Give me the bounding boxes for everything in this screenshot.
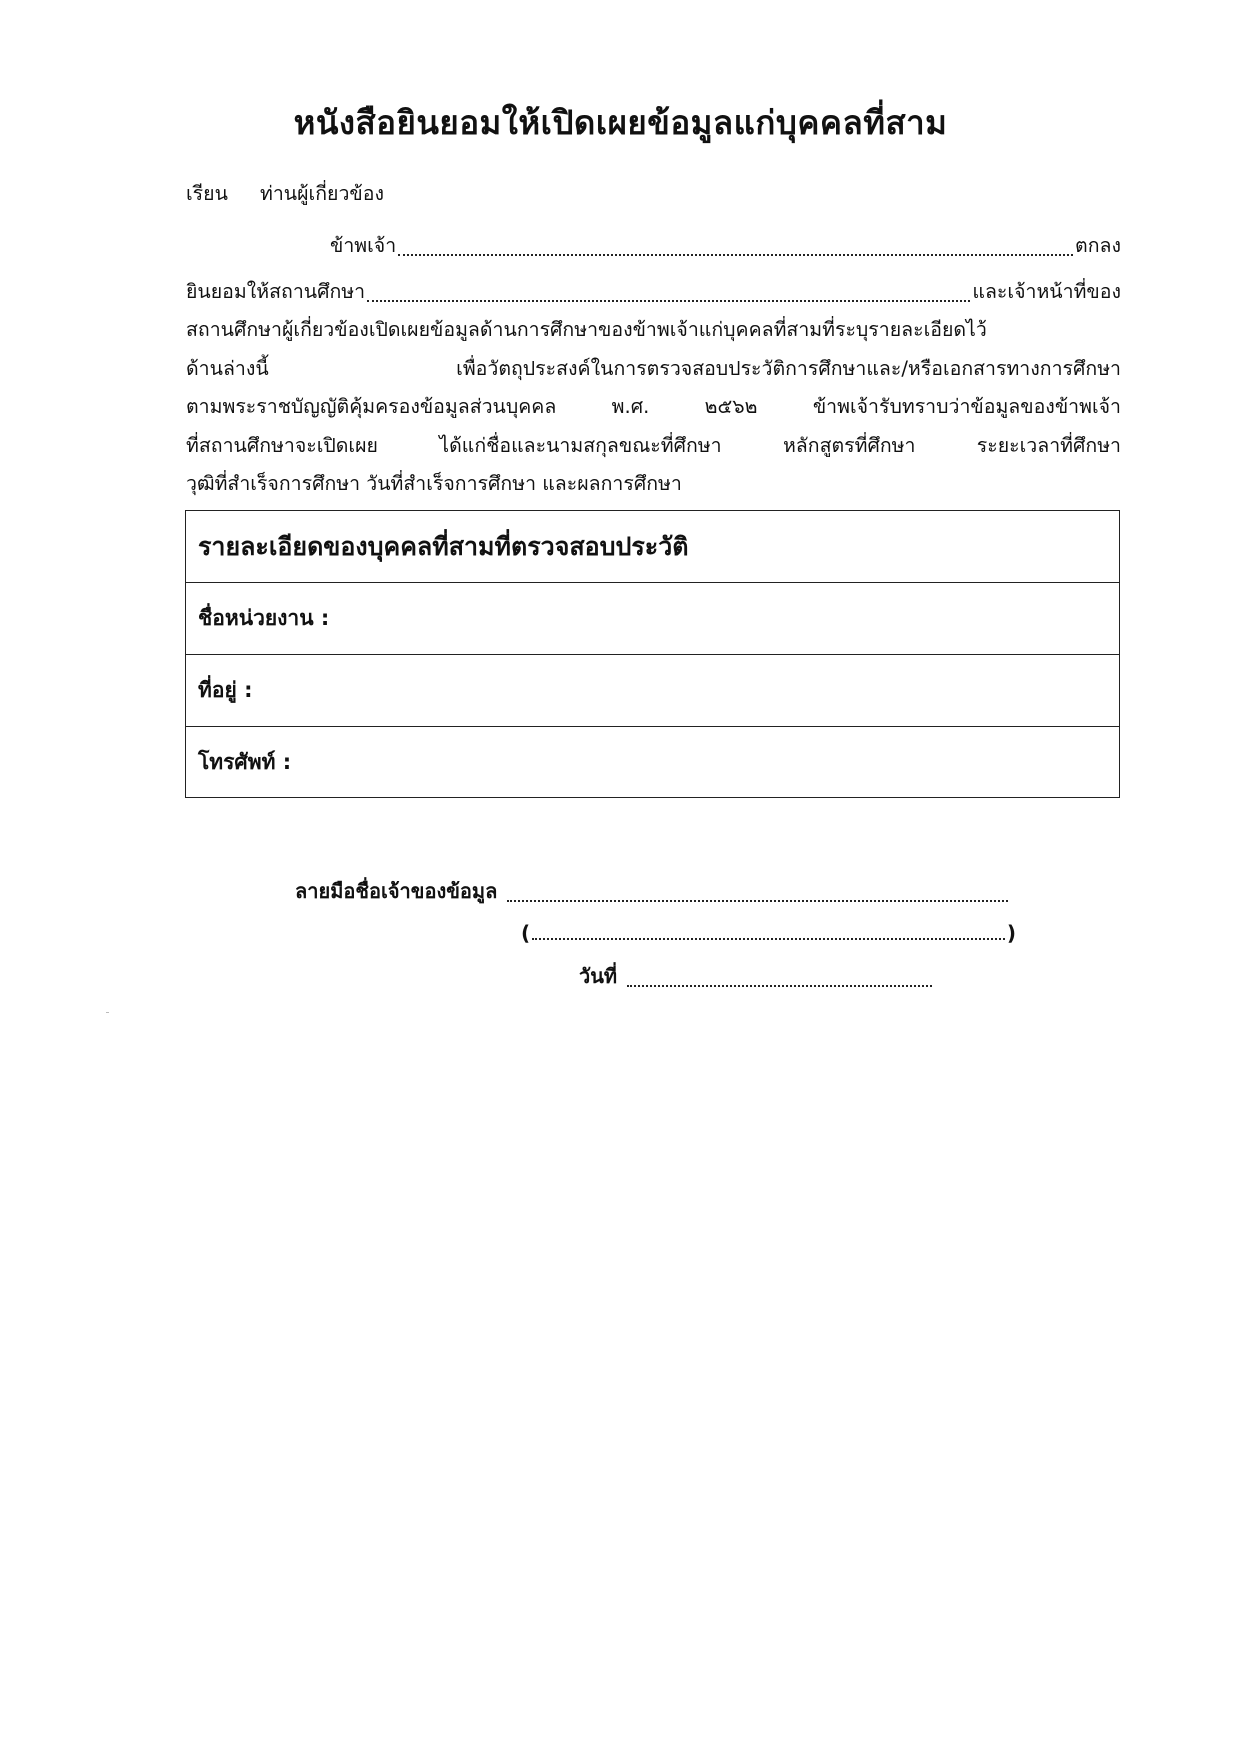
paragraph-line: ที่สถานศึกษาจะเปิดเผย ได้แก่ชื่อและนามสกุลขณะที่ศึกษา หลักสูตรที่ศึกษา ระยะเวลาที่ศึกษา xyxy=(186,433,1121,457)
phone-label: โทรศัพท์ : xyxy=(198,749,292,774)
consenter-name-line xyxy=(330,230,1121,261)
institution-label: ยินยอมให้สถานศึกษา xyxy=(186,280,366,303)
salutation-label: เรียน xyxy=(186,182,228,205)
signature-blank[interactable] xyxy=(507,899,1008,902)
signature-line xyxy=(295,875,1010,907)
paragraph-line: สถานศึกษาผู้เกี่ยวข้องเปิดเผยข้อมูลด้านการศึกษาของข้าพเจ้าแก่บุคคลที่สามที่ระบุรายละเอียดไว้ xyxy=(186,318,987,341)
document-title: หนังสือยินยอมให้เปิดเผยข้อมูลแก่บุคคลที่สาม xyxy=(293,103,948,142)
agency-name-label: ชื่อหน่วยงาน : xyxy=(198,606,330,630)
table-header: รายละเอียดของบุคคลที่สามที่ตรวจสอบประวัติ xyxy=(186,511,1119,583)
paragraph-line: ตามพระราชบัญญัติคุ้มครองข้อมูลส่วนบุคคล พ.ศ. ๒๕๖๒ ข้าพเจ้ารับทราบว่าข้อมูลของข้าพเจ้า xyxy=(186,395,1121,418)
salutation xyxy=(186,178,384,209)
close-paren: ) xyxy=(1006,921,1016,945)
printed-name-line xyxy=(521,921,1016,945)
paragraph-line: วุฒิที่สำเร็จการศึกษา วันที่สำเร็จการศึกษา และผลการศึกษา xyxy=(186,472,682,495)
consent-paragraph xyxy=(186,311,1121,504)
printed-name-blank[interactable] xyxy=(532,937,1005,940)
date-blank[interactable] xyxy=(627,984,932,987)
paragraph-line: ด้านล่างนี้ เพื่อวัตถุประสงค์ในการตรวจสอบประวัติการศึกษาและ/หรือเอกสารทางการศึกษา xyxy=(186,356,1121,380)
agency-name-field[interactable] xyxy=(186,583,1119,655)
consenter-name-blank[interactable] xyxy=(398,253,1073,256)
third-party-details-table xyxy=(185,510,1120,798)
date-label: วันที่ xyxy=(579,964,618,988)
staff-label: และเจ้าหน้าที่ของ xyxy=(972,280,1121,303)
date-line xyxy=(579,960,934,992)
salutation-recipient: ท่านผู้เกี่ยวข้อง xyxy=(260,182,384,205)
signature-label: ลายมือชื่อเจ้าของข้อมูล xyxy=(295,879,498,903)
agree-label: ตกลง xyxy=(1075,234,1121,257)
address-label: ที่อยู่ : xyxy=(198,678,253,702)
address-field[interactable] xyxy=(186,655,1119,727)
scan-mark xyxy=(106,1012,109,1013)
institution-line xyxy=(186,276,1121,307)
open-paren: ( xyxy=(521,921,531,945)
phone-field[interactable] xyxy=(186,727,1119,797)
institution-name-blank[interactable] xyxy=(367,299,970,302)
consenter-label: ข้าพเจ้า xyxy=(330,234,397,257)
